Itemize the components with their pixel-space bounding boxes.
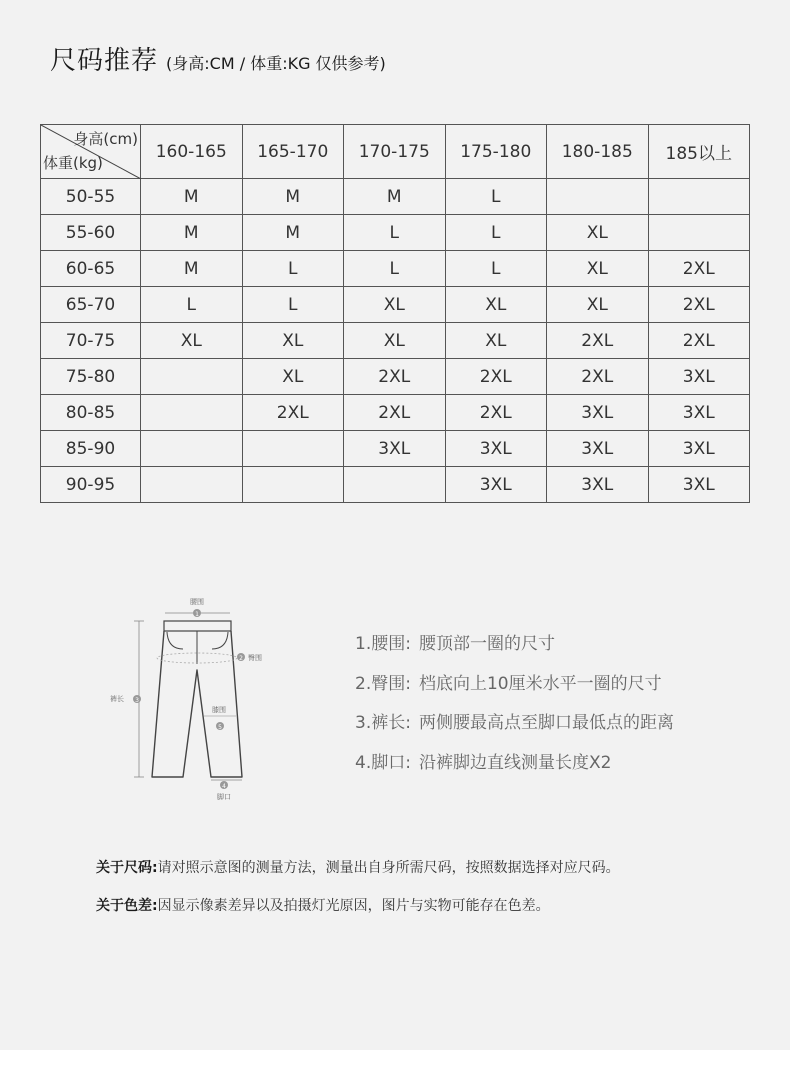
size-cell: M: [344, 179, 446, 215]
note-text: 因显示像素差异以及拍摄灯光原因，图片与实物可能存在色差。: [157, 898, 550, 914]
size-cell: [547, 179, 649, 215]
size-cell: XL: [547, 251, 649, 287]
table-row: [41, 323, 750, 359]
waist-label: 腰围: [190, 598, 204, 606]
measurement-item: [355, 665, 674, 705]
size-cell: [141, 359, 243, 395]
size-cell: 2XL: [547, 359, 649, 395]
note-label: 关于色差:: [96, 898, 158, 914]
size-cell: 3XL: [547, 395, 649, 431]
column-header-height: 185以上: [648, 125, 750, 179]
size-cell: M: [242, 179, 344, 215]
measurement-label: 3.裤长:: [355, 713, 411, 733]
marker-2-number: 2: [239, 655, 243, 662]
note-text: 请对照示意图的测量方法，测量出自身所需尺码，按照数据选择对应尺码。: [157, 860, 620, 876]
measurement-item: [355, 744, 674, 784]
size-cell: 3XL: [445, 431, 547, 467]
size-cell: L: [445, 215, 547, 251]
size-cell: 2XL: [344, 359, 446, 395]
size-cell: 3XL: [648, 467, 750, 503]
size-cell: XL: [547, 215, 649, 251]
column-header-height: 165-170: [242, 125, 344, 179]
size-cell: L: [344, 251, 446, 287]
row-header-weight: 70-75: [41, 323, 141, 359]
marker-5-number: 5: [218, 724, 222, 731]
left-pocket-line: [167, 632, 183, 649]
size-cell: XL: [242, 323, 344, 359]
size-cell: XL: [344, 287, 446, 323]
size-cell: 2XL: [344, 395, 446, 431]
row-header-weight: 80-85: [41, 395, 141, 431]
row-header-weight: 85-90: [41, 431, 141, 467]
note-label: 关于尺码:: [96, 860, 158, 876]
corner-header-cell: [41, 125, 141, 179]
note-color: [96, 895, 620, 933]
size-cell: XL: [445, 287, 547, 323]
measurement-desc: 两侧腰最高点至脚口最低点的距离: [418, 713, 674, 733]
size-cell: XL: [344, 323, 446, 359]
size-cell: 2XL: [547, 323, 649, 359]
note-size: [96, 857, 620, 895]
column-header-height: 175-180: [445, 125, 547, 179]
measurement-item: [355, 625, 674, 665]
length-label: 裤长: [110, 695, 124, 703]
size-cell: 3XL: [547, 467, 649, 503]
size-cell: [141, 431, 243, 467]
measurement-item: [355, 704, 674, 744]
size-cell: M: [141, 215, 243, 251]
measurement-label: 1.腰围:: [355, 634, 411, 654]
marker-3-number: 3: [135, 697, 139, 704]
size-cell: [648, 179, 750, 215]
title-main: 尺码推荐: [50, 46, 159, 76]
hip-label: 臀围: [248, 654, 262, 662]
table-row: [41, 179, 750, 215]
notes-section: [96, 857, 620, 933]
column-header-height: 170-175: [344, 125, 446, 179]
row-header-weight: 50-55: [41, 179, 141, 215]
size-cell: [344, 467, 446, 503]
measurement-desc: 档底向上10厘米水平一圈的尺寸: [418, 673, 662, 694]
table-header-row: [41, 125, 750, 179]
hem-label: 脚口: [217, 793, 231, 801]
size-cell: 2XL: [242, 395, 344, 431]
measurement-label: 2.臀围:: [355, 673, 411, 694]
size-cell: XL: [547, 287, 649, 323]
waistband-outline: [164, 621, 231, 631]
table-row: [41, 287, 750, 323]
table-row: [41, 251, 750, 287]
size-cell: 3XL: [648, 359, 750, 395]
marker-4-number: 4: [222, 783, 226, 790]
size-cell: L: [445, 251, 547, 287]
measurement-desc: 沿裤脚边直线测量长度X2: [418, 752, 612, 773]
corner-weight-label: 体重(kg): [43, 154, 103, 172]
size-cell: L: [242, 251, 344, 287]
size-cell: [242, 431, 344, 467]
size-cell: XL: [141, 323, 243, 359]
pants-measurement-diagram: [100, 592, 300, 807]
size-cell: M: [141, 179, 243, 215]
table-row: [41, 467, 750, 503]
size-cell: 2XL: [445, 395, 547, 431]
size-cell: 2XL: [648, 287, 750, 323]
size-cell: 3XL: [648, 431, 750, 467]
row-header-weight: 90-95: [41, 467, 141, 503]
table-row: [41, 395, 750, 431]
table-row: [41, 431, 750, 467]
row-header-weight: 65-70: [41, 287, 141, 323]
page-title: [50, 40, 386, 77]
size-cell: L: [242, 287, 344, 323]
corner-height-label: 身高(cm): [73, 130, 138, 148]
measurement-desc: 腰顶部一圈的尺寸: [418, 634, 555, 654]
size-cell: 3XL: [547, 431, 649, 467]
size-cell: 3XL: [648, 395, 750, 431]
row-header-weight: 60-65: [41, 251, 141, 287]
thigh-label: 膝围: [212, 706, 226, 714]
size-cell: L: [141, 287, 243, 323]
size-cell: XL: [445, 323, 547, 359]
size-cell: 2XL: [648, 251, 750, 287]
size-cell: [242, 467, 344, 503]
title-subtitle: (身高:CM / 体重:KG 仅供参考): [166, 54, 386, 73]
size-cell: 2XL: [445, 359, 547, 395]
right-pocket-line: [212, 632, 228, 649]
row-header-weight: 55-60: [41, 215, 141, 251]
size-cell: M: [242, 215, 344, 251]
size-cell: [648, 215, 750, 251]
column-header-height: 160-165: [141, 125, 243, 179]
table-row: [41, 215, 750, 251]
size-cell: L: [344, 215, 446, 251]
size-cell: 3XL: [445, 467, 547, 503]
size-cell: [141, 467, 243, 503]
size-cell: [141, 395, 243, 431]
size-cell: M: [141, 251, 243, 287]
size-cell: 3XL: [344, 431, 446, 467]
measurement-label: 4.脚口:: [355, 752, 411, 773]
row-header-weight: 75-80: [41, 359, 141, 395]
size-chart-table: [40, 124, 750, 503]
marker-1-number: 1: [195, 611, 199, 618]
table-row: [41, 359, 750, 395]
size-cell: 2XL: [648, 323, 750, 359]
size-cell: XL: [242, 359, 344, 395]
column-header-height: 180-185: [547, 125, 649, 179]
size-cell: L: [445, 179, 547, 215]
measurement-instructions: [355, 625, 674, 783]
